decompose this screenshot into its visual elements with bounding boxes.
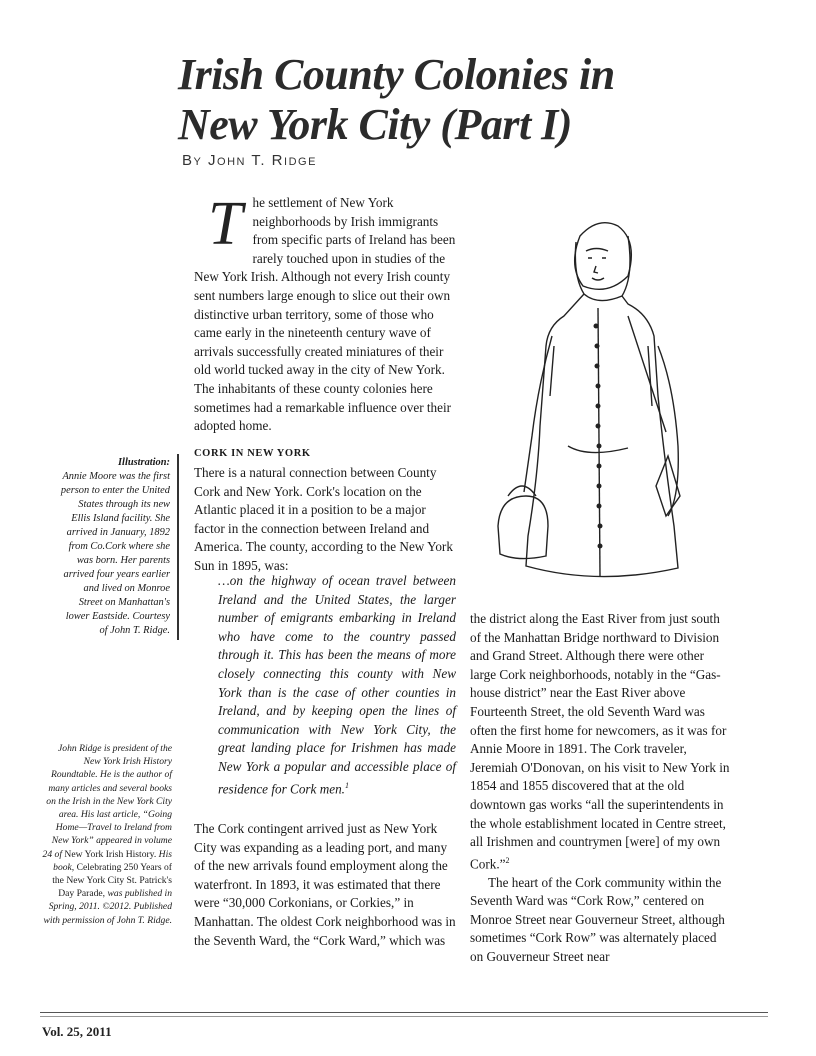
col2-text: the district along the East River from just south of the Manhattan Bridge northward to Division and Grand Street. Although there were other large Cork neighborhoods, notably in the “Gas-house district” near the East River above Fourteenth Street, the old Seventh Ward was often the first home for newcomers, as it was for Annie Moore in 1891. The Cork traveler, Jeremiah O'Donovan, on his visit to New York in 1854 and 1855 discovered that at the old downtown gas works “all the superintendents in the whole establishment located in Centre street, all Irishmen and countrymen [were] of my own Cork.”$^2$ [470, 611, 730, 872]
title-line-2: New York City (Part I) [178, 100, 572, 149]
column-1-paragraph-2 [194, 820, 456, 950]
intro-paragraph [194, 190, 456, 436]
quote-footnote: 1 [344, 780, 349, 790]
block-quote [218, 572, 456, 799]
drop-cap: T [208, 190, 243, 258]
col1-text-2: The Cork contingent arrived just as New York City was expanding as a leading port, and many of the new arrivals found employment along the waterfront. In 1893, it was estimated that there were “30,000 Corkonians, or Corkies,” in Manhattan. The oldest Cork neighborhood was in the Seventh Ward, the “Cork Ward,” which was [194, 821, 456, 948]
author-bio: John Ridge is president of the New York Irish History Roundtable. He is the author of many articles and several books on the Irish in the New York City area. His last article, “Going Home—Travel to Ireland from New York” appeared in volume 24 of New York Irish History. His book, Celebrating 250 Years of the New York City St. Patrick's Day Parade, was published in Spring, 2011. ©2012. Published with permission of John T. Ridge. [42, 743, 172, 926]
footer-rule [40, 1012, 768, 1013]
byline: By John T. Ridge [182, 152, 317, 169]
section-heading: CORK IN NEW YORK [194, 448, 311, 459]
col2-footnote: 2 [505, 855, 510, 865]
intro-text: he settlement of New York neighborhoods by Irish immigrants from specific parts of Ireland has been rarely touched upon in studies of the New York Irish. Although not every Irish county sent numbers large enough to slice out their own distinctive urban territory, some of those who came early in the nineteenth century wave of arrivals successfully created miniatures of their old world tucked away in the city of New York. The inhabitants of these county colonies here sometimes had a remarkable influence over their adopted home. [194, 195, 456, 434]
col2-text-2: The heart of the Cork community within the Seventh Ward was “Cork Row,” centered on Monroe Street near Gouverneur Street, although sometimes “Cork Row” was alternately placed on Gouverneur Street near [470, 874, 725, 965]
footer-rule-secondary [40, 1016, 768, 1017]
title-line-1: Irish County Colonies in [178, 50, 615, 99]
caption-label: Illustration: [118, 457, 170, 468]
woman-in-bonnet-illustration [488, 196, 712, 596]
quote-text: …on the highway of ocean travel between Ireland and the United States, the larger number of emigrants embarking in Ireland who have come to the country passed through it. This has been the means of more closely connecting this county with New York than is the case of other counties in Ireland, and by keeping open the lines of communication with New York City, the great landing place for Irishmen has made New York a popular and accessible place of residence for Cork men. [218, 573, 456, 796]
caption-rule [177, 454, 179, 640]
illustration-caption [60, 456, 170, 638]
column-1-paragraph [194, 464, 456, 576]
article-title [178, 50, 738, 150]
footer-volume: Vol. 25, 2011 [42, 1024, 112, 1039]
caption-text: Annie Moore was the first person to enter the United States through its new Ellis Island facility. She arrived in January, 1892 from Co.Cork where she was born. Her parents arrived four years earlier and lived on Monroe Street on Manhattan's lower Eastside. Courtesy of John T. Ridge. [60, 471, 170, 636]
col1-text: There is a natural connection between County Cork and New York. Cork's location on the Atlantic placed it in a position to be a major factor in the connection between Ireland and America. The county, according to the New York Sun in 1895, was: [194, 465, 453, 573]
column-2 [470, 610, 732, 967]
